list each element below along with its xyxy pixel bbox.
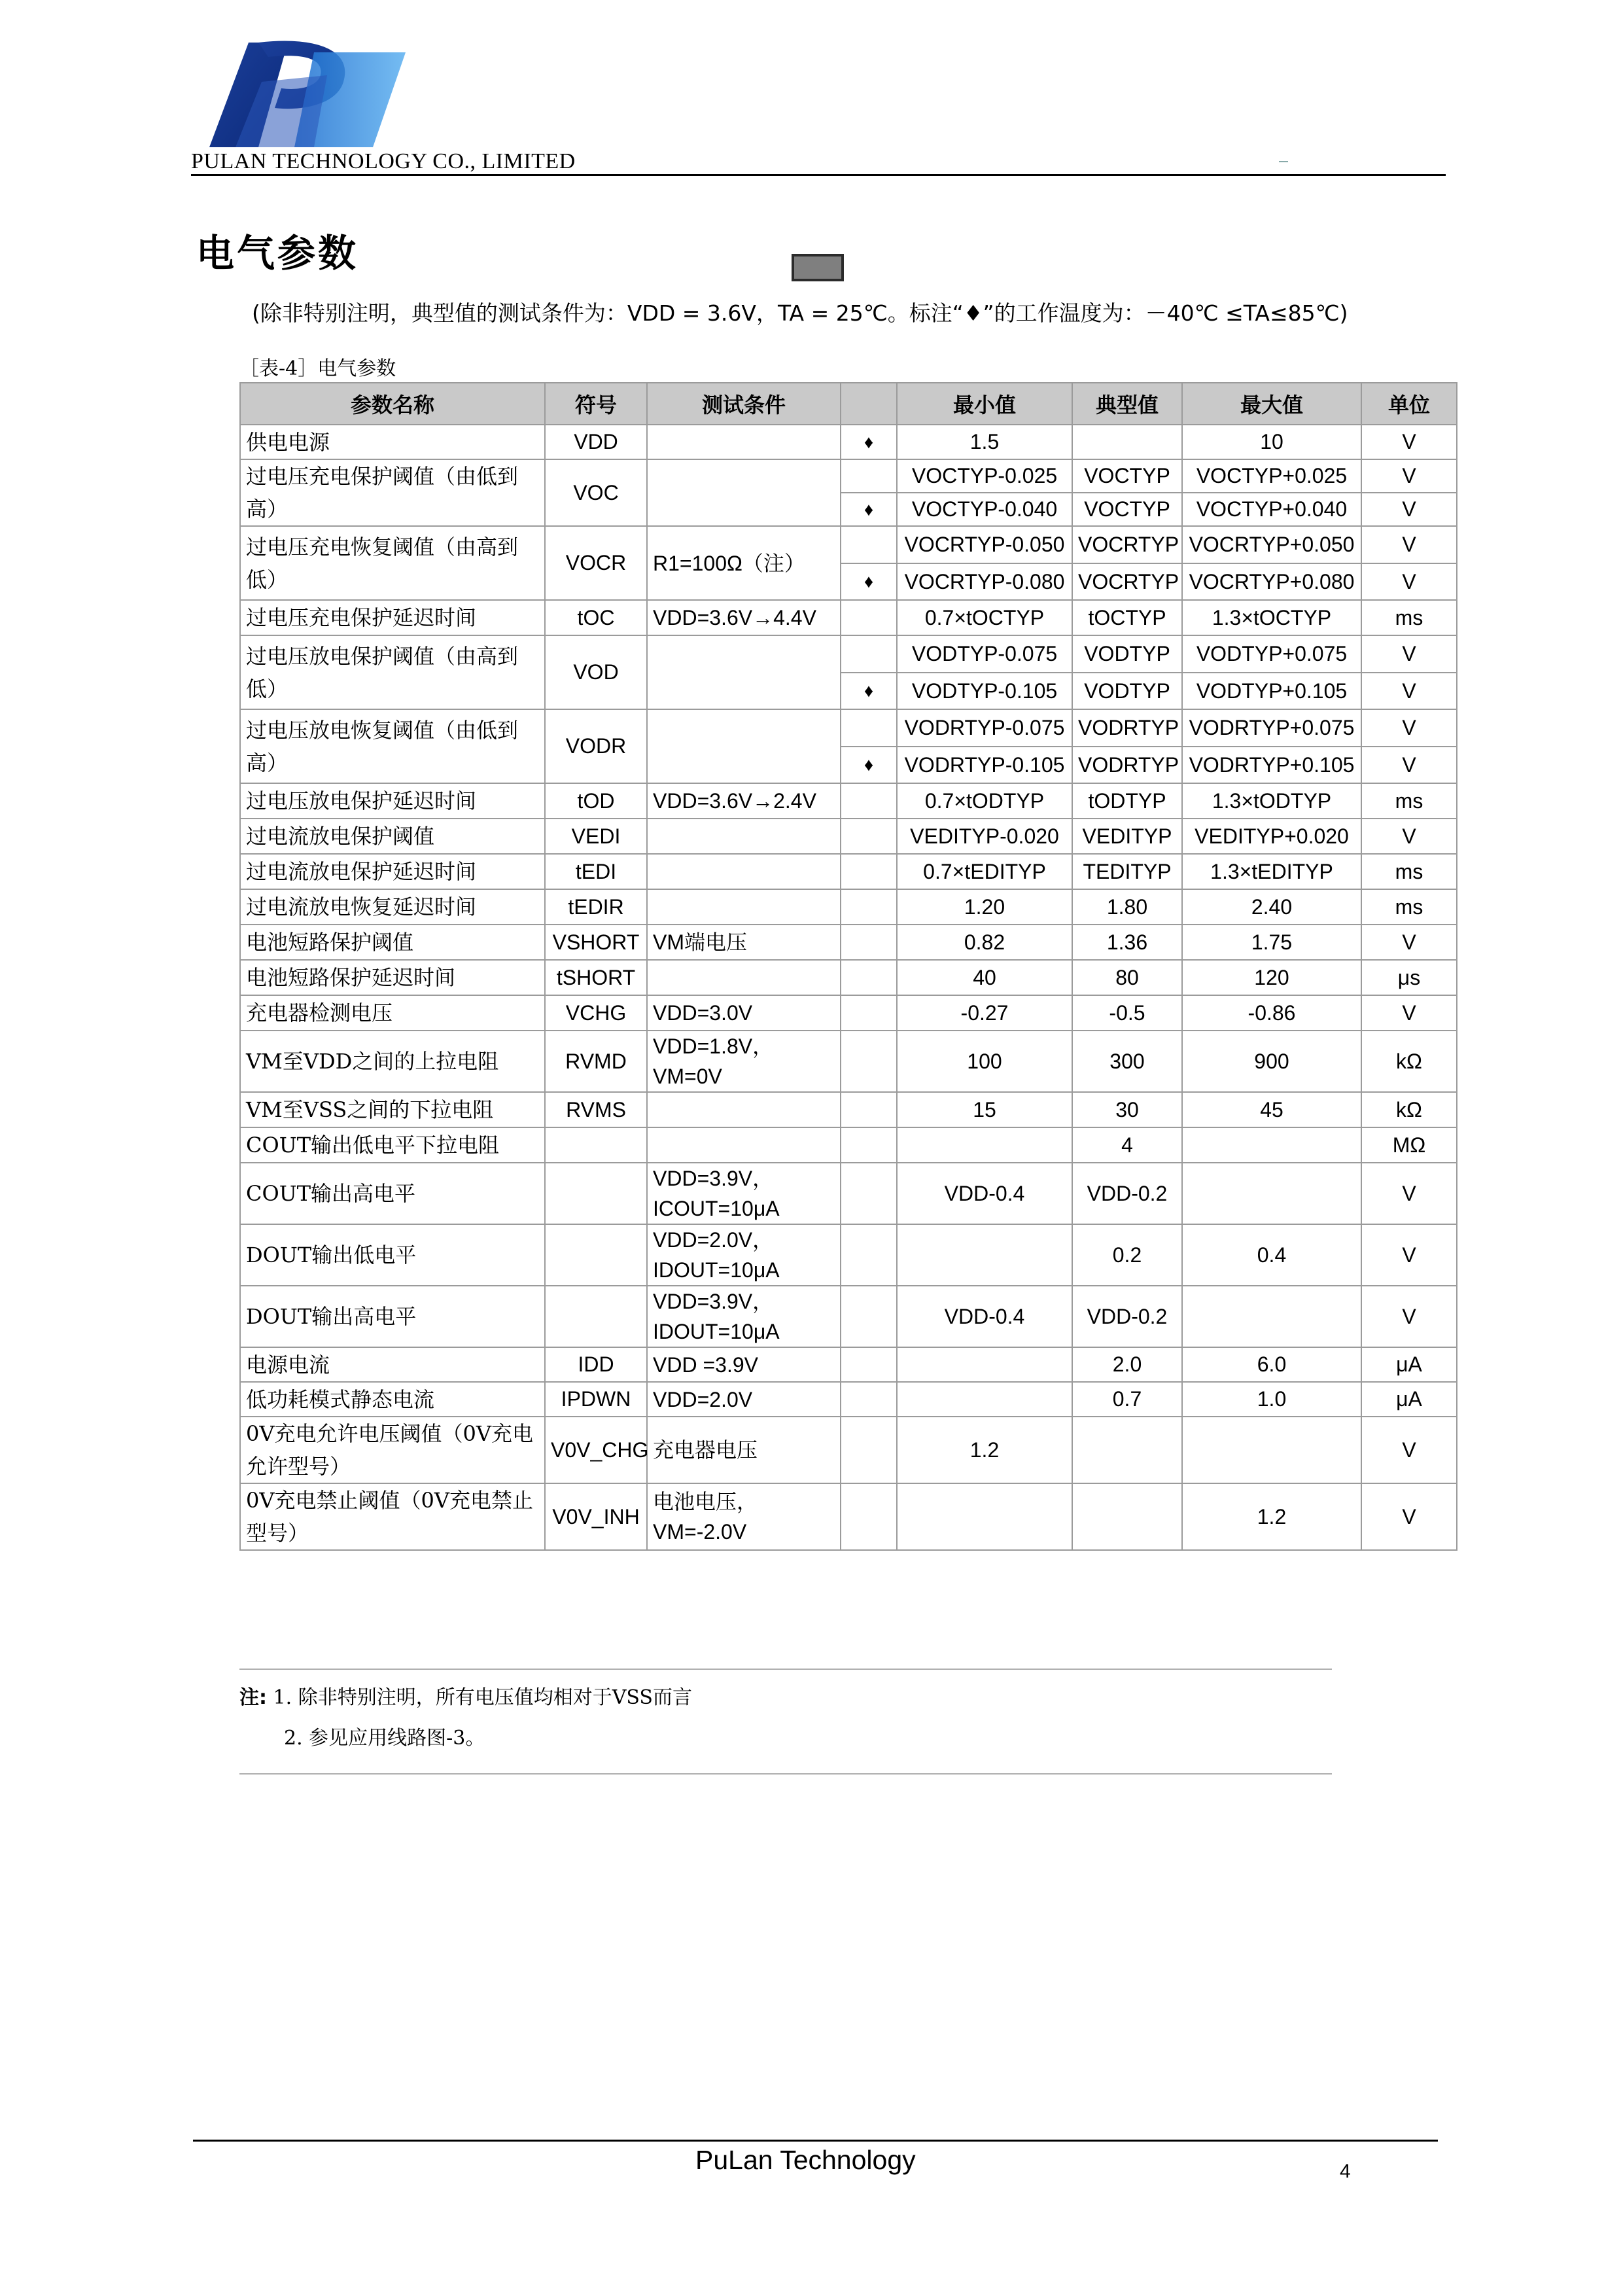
param-name: DOUT输出低电平 (240, 1224, 545, 1286)
table-row (240, 425, 1457, 459)
param-mark (841, 960, 897, 995)
param-mark (841, 600, 897, 635)
table-row (240, 995, 1457, 1031)
param-symbol (545, 1127, 647, 1163)
param-name: 过电压放电保护阈值（由高到低） (240, 635, 545, 709)
param-unit: ms (1361, 600, 1457, 635)
param-mark (841, 925, 897, 960)
param-max: 1.3×tODTYP (1182, 783, 1361, 819)
param-min: VODTYP-0.105 (897, 673, 1072, 709)
footnote-2-text: 2. 参见应用线路图-3。 (284, 1727, 485, 1750)
param-name: 电池短路保护阈值 (240, 925, 545, 960)
param-symbol: VCHG (545, 995, 647, 1031)
table-row (240, 783, 1457, 819)
table-row (240, 1224, 1457, 1286)
param-name: 过电压充电保护延迟时间 (240, 600, 545, 635)
param-min: 1.20 (897, 889, 1072, 925)
param-unit: V (1361, 493, 1457, 526)
table-row (240, 889, 1457, 925)
param-name: 过电流放电保护延迟时间 (240, 854, 545, 889)
param-mark (841, 889, 897, 925)
table-row (240, 709, 1457, 747)
intro-text: (除非特别注明，典型值的测试条件为：VDD = 3.6V，TA = 25℃。标注“♦”的工作温度为：－40℃ ≤TA≤85℃) (252, 300, 1348, 326)
param-condition: VDD=3.6V→4.4V (647, 600, 841, 635)
param-condition: R1=100Ω（注） (647, 526, 841, 600)
table-row (240, 526, 1457, 563)
param-symbol: RVMD (545, 1031, 647, 1092)
param-unit: V (1361, 1224, 1457, 1286)
param-mark: ♦ (841, 425, 897, 459)
col-header-mark (841, 383, 897, 425)
param-condition (647, 960, 841, 995)
footer-text: PuLan Technology (695, 2145, 916, 2175)
param-typ (1072, 1483, 1182, 1550)
param-mark (841, 526, 897, 563)
table-header-row (240, 383, 1457, 425)
param-max: -0.86 (1182, 995, 1361, 1031)
param-condition: VDD =3.9V (647, 1347, 841, 1382)
param-mark (841, 1031, 897, 1092)
param-unit: ms (1361, 854, 1457, 889)
param-max: 45 (1182, 1092, 1361, 1127)
param-mark: ♦ (841, 747, 897, 783)
param-max: 1.0 (1182, 1382, 1361, 1417)
table-row (240, 1382, 1457, 1417)
param-unit: μA (1361, 1382, 1457, 1417)
param-symbol (545, 1286, 647, 1347)
table-row (240, 854, 1457, 889)
param-min (897, 1224, 1072, 1286)
param-name: VM至VDD之间的上拉电阻 (240, 1031, 545, 1092)
param-name: 电池短路保护延迟时间 (240, 960, 545, 995)
param-condition: VDD=3.0V (647, 995, 841, 1031)
param-typ: 0.7 (1072, 1382, 1182, 1417)
param-name: 过电压充电保护阈值（由低到高） (240, 459, 545, 526)
param-unit: V (1361, 425, 1457, 459)
param-mark (841, 1224, 897, 1286)
param-name: 0V充电禁止阈值（0V充电禁止型号） (240, 1483, 545, 1550)
param-symbol: tEDI (545, 854, 647, 889)
param-name: 充电器检测电压 (240, 995, 545, 1031)
table-row (240, 635, 1457, 673)
table-row (240, 1417, 1457, 1483)
param-condition: 充电器电压 (647, 1417, 841, 1483)
param-mark (841, 995, 897, 1031)
param-name: 过电压放电恢复阈值（由低到高） (240, 709, 545, 783)
param-symbol: VDD (545, 425, 647, 459)
param-min: VODTYP-0.075 (897, 635, 1072, 673)
param-unit: ms (1361, 783, 1457, 819)
footnote-1-text: 1. 除非特别注明，所有电压值均相对于VSS而言 (273, 1686, 692, 1709)
footnote-1 (239, 1678, 1332, 1718)
param-min: -0.27 (897, 995, 1072, 1031)
table-row (240, 1347, 1457, 1382)
param-mark (841, 635, 897, 673)
company-logo (196, 36, 406, 154)
param-name: 过电流放电恢复延迟时间 (240, 889, 545, 925)
param-condition: VM端电压 (647, 925, 841, 960)
param-typ: VOCRTYP (1072, 526, 1182, 563)
param-max: 120 (1182, 960, 1361, 995)
param-typ: TEDITYP (1072, 854, 1182, 889)
table-row (240, 1286, 1457, 1347)
param-mark (841, 1347, 897, 1382)
param-unit: ms (1361, 889, 1457, 925)
param-max: VODTYP+0.105 (1182, 673, 1361, 709)
param-typ (1072, 425, 1182, 459)
param-min: 0.7×tOCTYP (897, 600, 1072, 635)
param-condition: VDD=3.9V，ICOUT=10μA (647, 1163, 841, 1224)
table-row (240, 1127, 1457, 1163)
param-unit: μA (1361, 1347, 1457, 1382)
param-mark (841, 1382, 897, 1417)
param-unit: V (1361, 673, 1457, 709)
param-unit: V (1361, 526, 1457, 563)
param-condition (647, 709, 841, 783)
param-typ: -0.5 (1072, 995, 1182, 1031)
param-max: VOCRTYP+0.050 (1182, 526, 1361, 563)
param-typ: VODTYP (1072, 635, 1182, 673)
table-row (240, 925, 1457, 960)
param-min: VOCTYP-0.025 (897, 459, 1072, 493)
param-min (897, 1483, 1072, 1550)
param-symbol: VOCR (545, 526, 647, 600)
param-typ: VOCTYP (1072, 459, 1182, 493)
param-mark (841, 1092, 897, 1127)
param-condition: VDD=2.0V，IDOUT=10μA (647, 1224, 841, 1286)
param-typ: 1.36 (1072, 925, 1182, 960)
param-max: VODRTYP+0.105 (1182, 747, 1361, 783)
param-min (897, 1127, 1072, 1163)
param-min: 40 (897, 960, 1072, 995)
param-unit: V (1361, 709, 1457, 747)
param-unit: V (1361, 747, 1457, 783)
param-max: 1.3×tEDITYP (1182, 854, 1361, 889)
param-typ: VODRTYP (1072, 747, 1182, 783)
param-min: VOCRTYP-0.080 (897, 563, 1072, 600)
footer-rule (193, 2140, 1438, 2142)
param-name: 供电电源 (240, 425, 545, 459)
param-symbol: V0V_CHG (545, 1417, 647, 1483)
param-condition: VDD=3.6V→2.4V (647, 783, 841, 819)
param-max: 6.0 (1182, 1347, 1361, 1382)
param-condition: VDD=3.9V，IDOUT=10μA (647, 1286, 841, 1347)
param-min (897, 1382, 1072, 1417)
table-row (240, 1163, 1457, 1224)
param-symbol: tSHORT (545, 960, 647, 995)
param-condition (647, 819, 841, 854)
param-condition (647, 1092, 841, 1127)
footnote-2 (239, 1718, 1332, 1759)
table-row (240, 1483, 1457, 1550)
param-min: 15 (897, 1092, 1072, 1127)
param-typ: VOCRTYP (1072, 563, 1182, 600)
param-mark: ♦ (841, 673, 897, 709)
param-min: 1.2 (897, 1417, 1072, 1483)
param-min: 100 (897, 1031, 1072, 1092)
param-max: 0.4 (1182, 1224, 1361, 1286)
param-typ: tODTYP (1072, 783, 1182, 819)
param-symbol: tOD (545, 783, 647, 819)
param-unit: V (1361, 1286, 1457, 1347)
param-typ: tOCTYP (1072, 600, 1182, 635)
param-unit: MΩ (1361, 1127, 1457, 1163)
param-max: 2.40 (1182, 889, 1361, 925)
param-symbol: VOC (545, 459, 647, 526)
param-max: VOCTYP+0.025 (1182, 459, 1361, 493)
param-name: 过电流放电保护阈值 (240, 819, 545, 854)
col-header-symbol: 符号 (545, 383, 647, 425)
param-unit: μs (1361, 960, 1457, 995)
footnotes (239, 1669, 1332, 1775)
param-mark (841, 1163, 897, 1224)
table-row (240, 1031, 1457, 1092)
param-mark (841, 783, 897, 819)
param-name: 过电压充电恢复阈值（由高到低） (240, 526, 545, 600)
param-max (1182, 1286, 1361, 1347)
param-mark: ♦ (841, 493, 897, 526)
table-row (240, 600, 1457, 635)
param-unit: V (1361, 459, 1457, 493)
param-typ: 1.80 (1072, 889, 1182, 925)
col-header-name: 参数名称 (240, 383, 545, 425)
col-header-min: 最小值 (897, 383, 1072, 425)
param-symbol: RVMS (545, 1092, 647, 1127)
param-mark (841, 459, 897, 493)
param-typ: 300 (1072, 1031, 1182, 1092)
param-mark (841, 854, 897, 889)
company-name: PULAN TECHNOLOGY CO., LIMITED (191, 149, 576, 173)
param-unit: V (1361, 995, 1457, 1031)
param-symbol (545, 1163, 647, 1224)
param-unit: V (1361, 563, 1457, 600)
param-max: 1.2 (1182, 1483, 1361, 1550)
col-header-typ: 典型值 (1072, 383, 1182, 425)
param-max: 10 (1182, 425, 1361, 459)
header-rule (191, 174, 1446, 176)
gray-marker-box (792, 254, 844, 281)
param-min: 1.5 (897, 425, 1072, 459)
param-condition: VDD=1.8V，VM=0V (647, 1031, 841, 1092)
col-header-unit: 单位 (1361, 383, 1457, 425)
param-condition (647, 1127, 841, 1163)
page-number: 4 (1340, 2161, 1351, 2182)
param-unit: kΩ (1361, 1092, 1457, 1127)
param-max: 900 (1182, 1031, 1361, 1092)
param-min: VEDITYP-0.020 (897, 819, 1072, 854)
param-mark (841, 1417, 897, 1483)
param-typ: VODRTYP (1072, 709, 1182, 747)
param-max: 1.3×tOCTYP (1182, 600, 1361, 635)
param-max: VOCRTYP+0.080 (1182, 563, 1361, 600)
param-condition (647, 854, 841, 889)
param-symbol: tEDIR (545, 889, 647, 925)
table-row (240, 819, 1457, 854)
param-min: 0.7×tODTYP (897, 783, 1072, 819)
param-unit: V (1361, 1483, 1457, 1550)
param-max: VEDITYP+0.020 (1182, 819, 1361, 854)
param-min: 0.7×tEDITYP (897, 854, 1072, 889)
param-condition (647, 459, 841, 526)
param-condition (647, 635, 841, 709)
param-mark (841, 819, 897, 854)
param-symbol: VOD (545, 635, 647, 709)
param-symbol: VSHORT (545, 925, 647, 960)
param-typ: VODTYP (1072, 673, 1182, 709)
col-header-max: 最大值 (1182, 383, 1361, 425)
param-name: COUT输出高电平 (240, 1163, 545, 1224)
param-min: VOCTYP-0.040 (897, 493, 1072, 526)
param-typ: VDD-0.2 (1072, 1163, 1182, 1224)
table-row (240, 459, 1457, 493)
param-symbol: tOC (545, 600, 647, 635)
param-mark (841, 1127, 897, 1163)
param-condition (647, 425, 841, 459)
param-mark: ♦ (841, 563, 897, 600)
param-unit: V (1361, 1163, 1457, 1224)
electrical-parameters-table (239, 382, 1457, 1551)
param-name: VM至VSS之间的下拉电阻 (240, 1092, 545, 1127)
param-symbol (545, 1224, 647, 1286)
param-min: VOCRTYP-0.050 (897, 526, 1072, 563)
table-row (240, 960, 1457, 995)
param-typ: VDD-0.2 (1072, 1286, 1182, 1347)
param-max (1182, 1127, 1361, 1163)
header-mark (1279, 161, 1288, 162)
param-max: VOCTYP+0.040 (1182, 493, 1361, 526)
param-min: VODRTYP-0.075 (897, 709, 1072, 747)
param-typ: 4 (1072, 1127, 1182, 1163)
notes-label: 注: (239, 1686, 267, 1709)
param-typ: 30 (1072, 1092, 1182, 1127)
param-unit: V (1361, 819, 1457, 854)
param-symbol: V0V_INH (545, 1483, 647, 1550)
param-condition: 电池电压，VM=-2.0V (647, 1483, 841, 1550)
param-max: VODTYP+0.075 (1182, 635, 1361, 673)
param-typ (1072, 1417, 1182, 1483)
param-typ: 0.2 (1072, 1224, 1182, 1286)
param-mark (841, 709, 897, 747)
param-name: 过电压放电保护延迟时间 (240, 783, 545, 819)
param-typ: VOCTYP (1072, 493, 1182, 526)
param-name: 0V充电允许电压阈值（0V充电允许型号） (240, 1417, 545, 1483)
col-header-condition: 测试条件 (647, 383, 841, 425)
param-min: VODRTYP-0.105 (897, 747, 1072, 783)
param-name: 电源电流 (240, 1347, 545, 1382)
param-symbol: VEDI (545, 819, 647, 854)
param-condition (647, 889, 841, 925)
param-typ: VEDITYP (1072, 819, 1182, 854)
param-max (1182, 1417, 1361, 1483)
param-max: 1.75 (1182, 925, 1361, 960)
param-min: 0.82 (897, 925, 1072, 960)
param-max: VODRTYP+0.075 (1182, 709, 1361, 747)
param-unit: kΩ (1361, 1031, 1457, 1092)
param-min (897, 1347, 1072, 1382)
param-unit: V (1361, 925, 1457, 960)
table-row (240, 1092, 1457, 1127)
param-mark (841, 1286, 897, 1347)
param-name: COUT输出低电平下拉电阻 (240, 1127, 545, 1163)
param-symbol: VODR (545, 709, 647, 783)
param-condition: VDD=2.0V (647, 1382, 841, 1417)
param-symbol: IDD (545, 1347, 647, 1382)
param-unit: V (1361, 635, 1457, 673)
param-typ: 80 (1072, 960, 1182, 995)
param-name: 低功耗模式静态电流 (240, 1382, 545, 1417)
param-min: VDD-0.4 (897, 1163, 1072, 1224)
param-name: DOUT输出高电平 (240, 1286, 545, 1347)
section-title: 电气参数 (196, 231, 359, 275)
param-typ: 2.0 (1072, 1347, 1182, 1382)
param-unit: V (1361, 1417, 1457, 1483)
param-mark (841, 1483, 897, 1550)
param-symbol: IPDWN (545, 1382, 647, 1417)
param-max (1182, 1163, 1361, 1224)
table-caption: ［表-4］电气参数 (239, 357, 396, 380)
param-min: VDD-0.4 (897, 1286, 1072, 1347)
